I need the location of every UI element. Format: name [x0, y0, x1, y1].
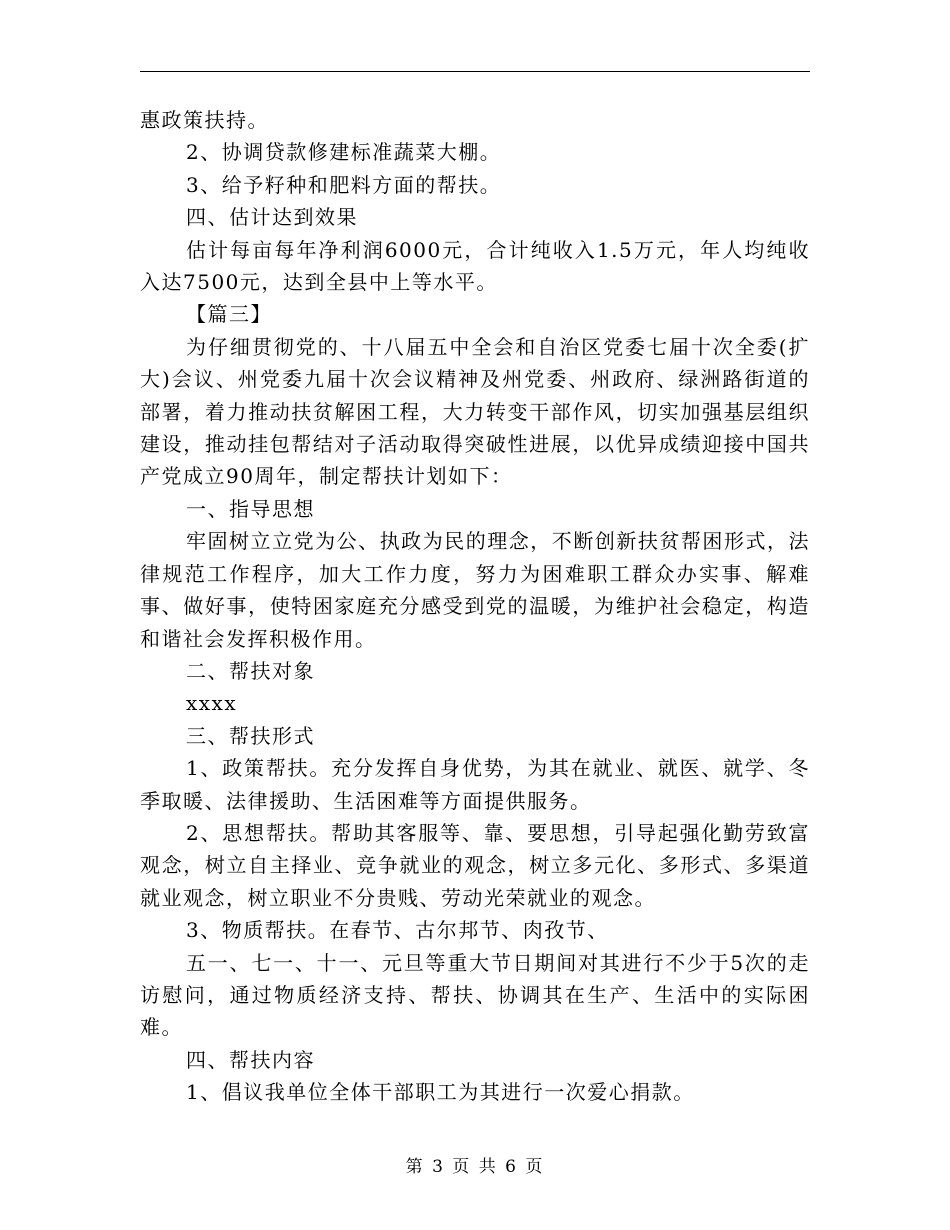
paragraph: 3、给予籽种和肥料方面的帮扶。 — [186, 172, 502, 197]
paragraph: 1、倡议我单位全体干部职工为其进行一次爱心捐款。 — [186, 1080, 695, 1105]
paragraph: 为仔细贯彻党的、十八届五中全会和自治区党委七届十次全委(扩大)会议、州党委九届十次会议精神及州党委、州政府、绿洲路街道的部署，着力推动扶贫解困工程，大力转变干部作风，切实加强基层组织建设，推动挂包帮结对子活动取得突破性进展，以优异成绩迎接中国共产党成立90周年，制定帮扶计划如下： — [140, 334, 810, 489]
paragraph: 估计每亩每年净利润6000元，合计纯收入1.5万元，年人均纯收入达7500元，达到全县中上等水平。 — [140, 237, 810, 295]
page-number: 第 3 页 共 6 页 — [405, 1157, 545, 1177]
header-rule — [140, 71, 810, 72]
paragraph: xxxx — [186, 691, 238, 716]
paragraph: 惠政策扶持。 — [140, 108, 269, 132]
paragraph: 1、政策帮扶。充分发挥自身优势，为其在就业、就医、就学、冬季取暖、法律援助、生活困难等方面提供服务。 — [140, 756, 810, 813]
section-heading: 三、帮扶形式 — [186, 723, 315, 748]
document-body — [140, 104, 810, 1109]
section-heading: 二、帮扶对象 — [186, 658, 315, 683]
part-heading: 【篇三】 — [186, 302, 272, 327]
section-heading: 四、估计达到效果 — [186, 205, 358, 230]
paragraph: 五一、七一、十一、元旦等重大节日期间对其进行不少于5次的走访慰问，通过物质经济支持、帮扶、协调其在生产、生活中的实际困难。 — [140, 950, 810, 1040]
section-heading: 四、帮扶内容 — [186, 1047, 315, 1072]
paragraph: 牢固树立立党为公、执政为民的理念，不断创新扶贫帮困形式，法律规范工作程序，加大工作力度，努力为困难职工群众办实事、解难事、做好事，使特困家庭充分感受到党的温暖，为维护社会稳定，构造和谐社会发挥积极作用。 — [140, 529, 810, 651]
section-heading: 一、指导思想 — [186, 496, 315, 521]
paragraph: 2、思想帮扶。帮助其客服等、靠、要思想，引导起强化勤劳致富观念，树立自主择业、竞争就业的观念，树立多元化、多形式、多渠道就业观念，树立职业不分贵贱、劳动光荣就业的观念。 — [140, 820, 810, 910]
paragraph: 2、协调贷款修建标准蔬菜大棚。 — [186, 140, 502, 165]
paragraph: 3、物质帮扶。在春节、古尔邦节、肉孜节、 — [186, 918, 609, 943]
